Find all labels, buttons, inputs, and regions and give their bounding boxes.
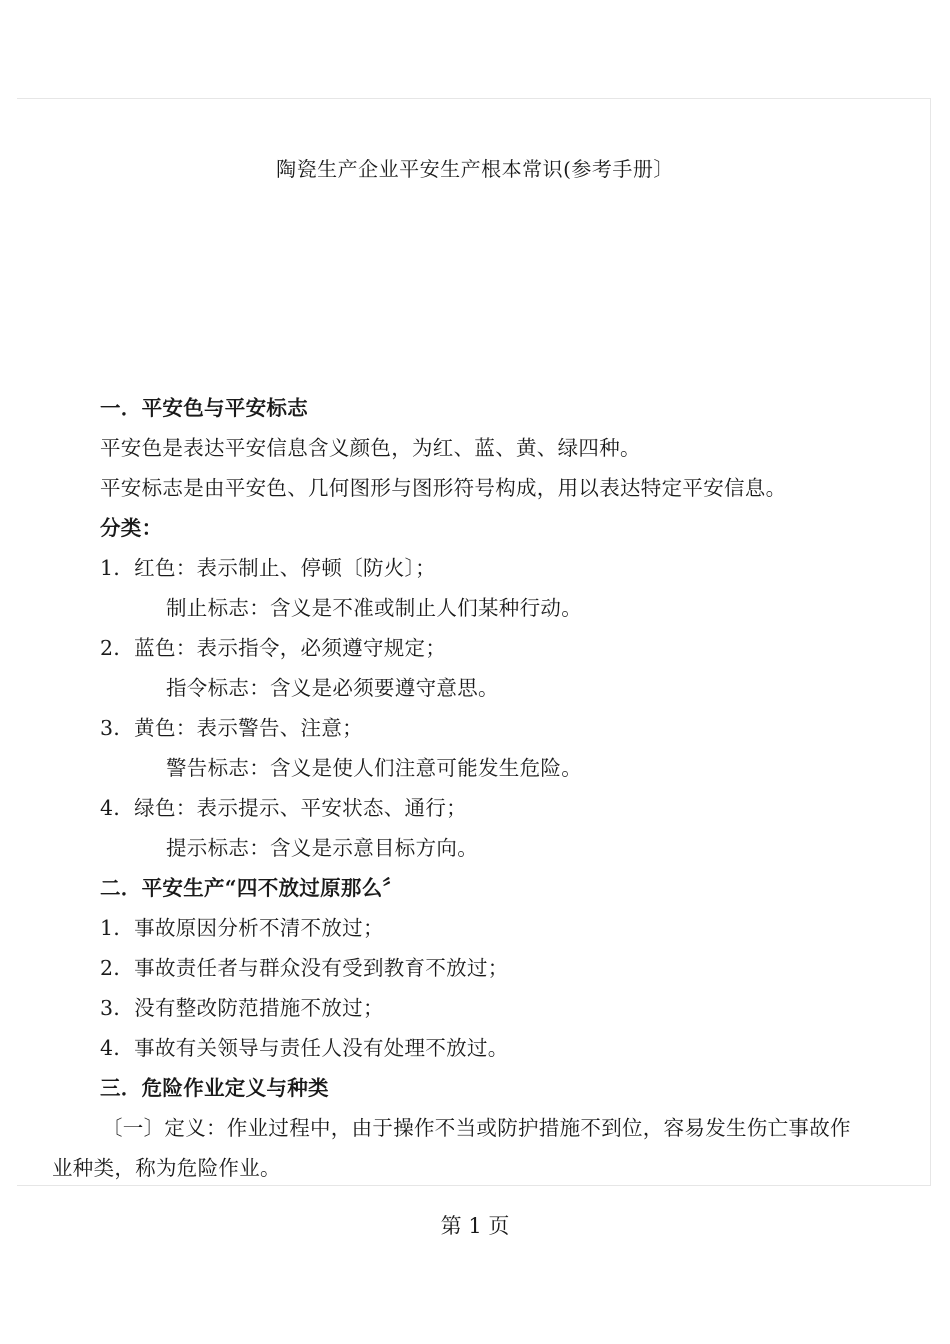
list-item: 2．事故责任者与群众没有受到教育不放过；: [100, 956, 509, 980]
classification-heading: 分类：: [100, 516, 163, 540]
list-item-blue: 2．蓝色：表示指令，必须遵守规定；: [100, 636, 447, 660]
document-body: [0, 388, 950, 1188]
definition-paragraph: 〔一〕定义：作业过程中，由于操作不当或防护措施不到位，容易发生伤亡事故作: [102, 1116, 851, 1140]
list-subitem-warning: 警告标志：含义是使人们注意可能发生危险。: [166, 756, 582, 780]
list-subitem-prompt: 提示标志：含义是示意目标方向。: [166, 836, 478, 860]
list-item: 1．事故原因分析不清不放过；: [100, 916, 384, 940]
section-heading-2: 二．平安生产“四不放过原那么〞: [100, 876, 404, 900]
paragraph: 平安标志是由平安色、几何图形与图形符号构成，用以表达特定平安信息。: [100, 476, 787, 500]
list-item: 4．事故有关领导与责任人没有处理不放过。: [100, 1036, 509, 1060]
list-item: 3．没有整改防范措施不放过；: [100, 996, 384, 1020]
section-heading-3: 三．危险作业定义与种类: [100, 1076, 329, 1100]
definition-paragraph-continued: 业种类，称为危险作业。: [52, 1156, 281, 1180]
list-item-yellow: 3．黄色：表示警告、注意；: [100, 716, 363, 740]
list-subitem-instruction: 指令标志：含义是必须要遵守意思。: [166, 676, 499, 700]
list-item-red: 1．红色：表示制止、停顿〔防火〕；: [100, 556, 436, 580]
list-subitem-prohibition: 制止标志：含义是不准或制止人们某种行动。: [166, 596, 582, 620]
section-heading-1: 一．平安色与平安标志: [100, 396, 308, 420]
document-title: 陶瓷生产企业平安生产根本常识(参考手册〕: [276, 157, 674, 181]
page-number: 第 1 页: [440, 1214, 510, 1238]
list-item-green: 4．绿色：表示提示、平安状态、通行；: [100, 796, 467, 820]
paragraph: 平安色是表达平安信息含义颜色，为红、蓝、黄、绿四种。: [100, 436, 641, 460]
